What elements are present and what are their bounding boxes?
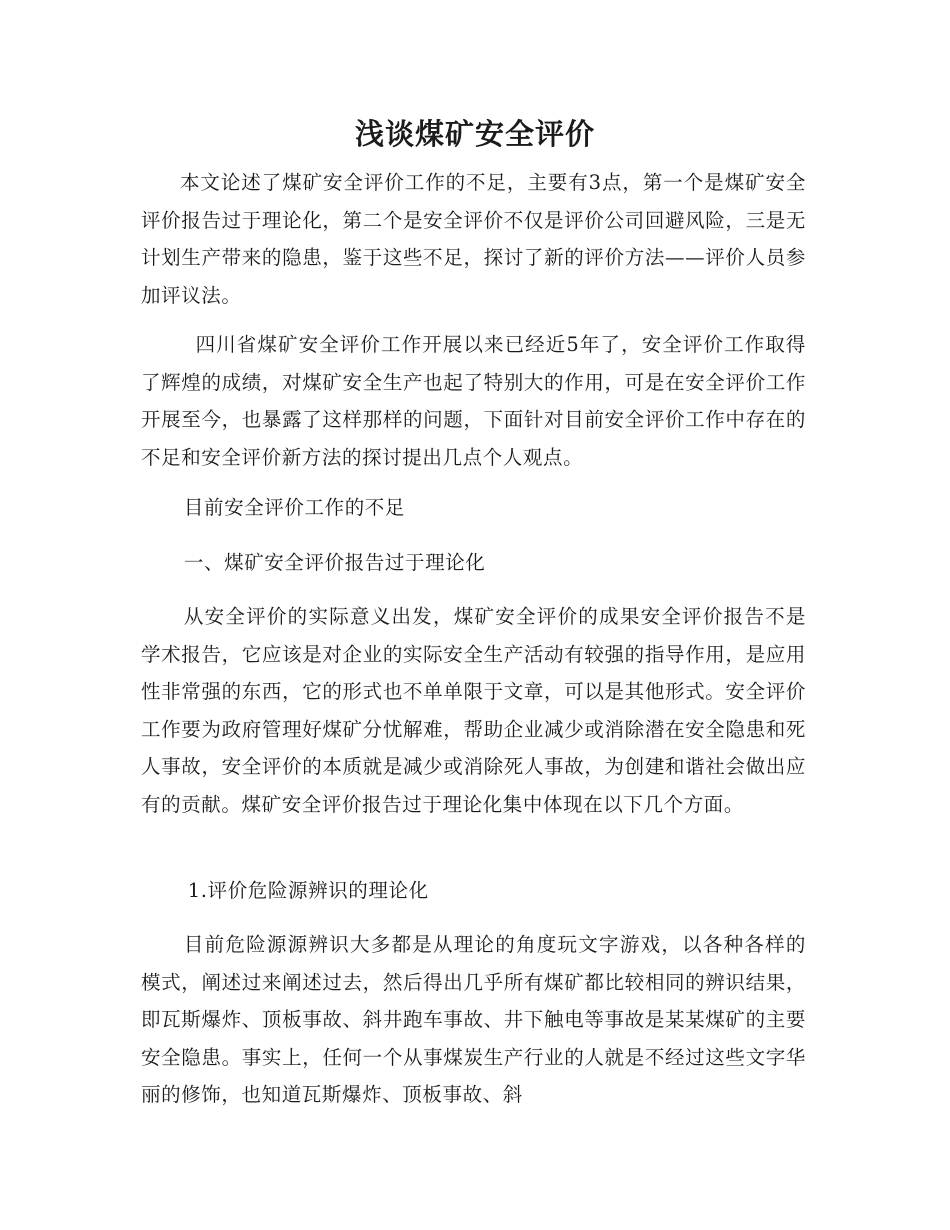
body-paragraph: 目前危险源源辨识大多都是从理论的角度玩文字游戏，以各种各样的模式，阐述过来阐述过去，然后得出几乎所有煤矿都比较相同的辨识结果，即瓦斯爆炸、顶板事故、斜井跑车事故、井下触电等事故是某某煤矿的主要安全隐患。事实上，任何一个从事煤炭生产行业的人就是不经过这些文字华丽的修饰，也知道瓦斯爆炸、顶板事故、斜	[141, 933, 806, 1106]
body-paragraph: 从安全评价的实际意义出发，煤矿安全评价的成果安全评价报告不是学术报告，它应该是对企业的实际安全生产活动有较强的指导作用，是应用性非常强的东西，它的形式也不单单限于文章，可以是其他形式。安全评价工作要为政府管理好煤矿分忧解难，帮助企业减少或消除潜在安全隐患和死人事故，安全评价的本质就是减少或消除死人事故，为创建和谐社会做出应有的贡献。煤矿安全评价报告过于理论化集中体现在以下几个方面。	[141, 605, 806, 816]
subsection-heading: 一、煤矿安全评价报告过于理论化	[183, 551, 486, 574]
abstract-paragraph: 本文论述了煤矿安全评价工作的不足，主要有3点，第一个是煤矿安全评价报告过于理论化，第二个是安全评价不仅是评价公司回避风险，三是无计划生产带来的隐患，鉴于这些不足，探讨了新的评价方法——评价人员参加评议法。	[141, 171, 806, 307]
point-heading: 1.评价危险源辨识的理论化	[187, 879, 429, 902]
document-title: 浅谈煤矿安全评价	[354, 117, 595, 151]
section-heading: 目前安全评价工作的不足	[183, 496, 405, 519]
intro-paragraph: 四川省煤矿安全评价工作开展以来已经近5年了，安全评价工作取得了辉煌的成绩，对煤矿安全生产也起了特别大的作用，可是在安全评价工作开展至今，也暴露了这样那样的问题，下面针对目前安全评价工作中存在的不足和安全评价新方法的探讨提出几点个人观点。	[141, 333, 806, 469]
